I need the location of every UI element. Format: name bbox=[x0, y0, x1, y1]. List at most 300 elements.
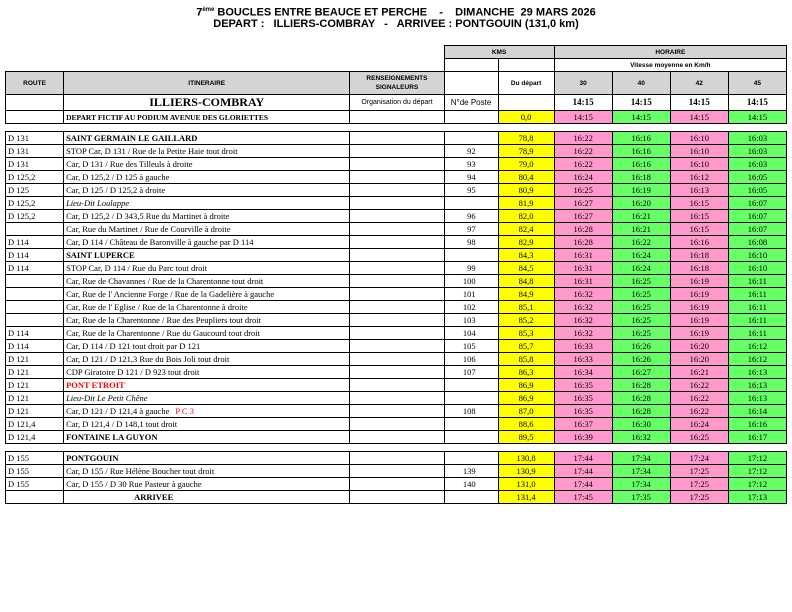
time-40-cell: 16:16 bbox=[612, 132, 670, 145]
itinerary-cell bbox=[64, 249, 350, 262]
renseignements-cell bbox=[350, 249, 444, 262]
kms-header: KMS bbox=[444, 46, 554, 59]
time-45-cell: 16:08 bbox=[728, 236, 786, 249]
poste-cell: 102 bbox=[444, 301, 498, 314]
route-cell: D 121 bbox=[6, 353, 64, 366]
km-cell: 86,9 bbox=[498, 392, 554, 405]
time-40-cell: 16:16 bbox=[612, 145, 670, 158]
time-30-cell: 16:35 bbox=[554, 405, 612, 418]
table-row bbox=[6, 366, 787, 379]
time-40-cell: 16:25 bbox=[612, 327, 670, 340]
itinerary-cell bbox=[64, 366, 350, 379]
time-45-cell: 16:10 bbox=[728, 249, 786, 262]
route-cell: D 121,4 bbox=[6, 418, 64, 431]
itinerary-cell bbox=[64, 379, 350, 392]
route-cell: D 125 bbox=[6, 184, 64, 197]
time-45-cell: 16:11 bbox=[728, 288, 786, 301]
itinerary-cell bbox=[64, 158, 350, 171]
poste-cell bbox=[444, 452, 498, 465]
time-42-cell: 16:20 bbox=[670, 340, 728, 353]
route-cell: D 121,4 bbox=[6, 431, 64, 444]
time-30-cell: 17:44 bbox=[554, 478, 612, 491]
renseignements-cell bbox=[350, 418, 444, 431]
route-cell: D 131 bbox=[6, 145, 64, 158]
time-30-cell: 16:32 bbox=[554, 327, 612, 340]
itinerary-text: STOP Car, D 114 / Rue du Parc tout droit bbox=[66, 262, 208, 273]
itinerary-text: Car, Rue de la Charentonne / Rue du Gaucourd tout droit bbox=[66, 327, 260, 338]
km-cell: 78,8 bbox=[498, 132, 554, 145]
arrivee-time-45: 17:13 bbox=[728, 491, 786, 504]
itinerary-text: Lieu-Dit Loulappe bbox=[66, 197, 130, 208]
table-row bbox=[6, 210, 787, 223]
time-42-cell: 17:25 bbox=[670, 478, 728, 491]
itinerary-text: STOP Car, D 131 / Rue de la Petite Haie tout droit bbox=[66, 145, 238, 156]
arrivee-time-42: 17:25 bbox=[670, 491, 728, 504]
time-30-cell: 16:32 bbox=[554, 288, 612, 301]
time-30-cell: 16:31 bbox=[554, 262, 612, 275]
time-30-cell: 16:32 bbox=[554, 314, 612, 327]
time-30-cell: 16:35 bbox=[554, 379, 612, 392]
time-42-cell: 16:15 bbox=[670, 210, 728, 223]
km-cell: 85,7 bbox=[498, 340, 554, 353]
route-cell bbox=[6, 288, 64, 301]
time-40-cell: 16:30 bbox=[612, 418, 670, 431]
route-cell bbox=[6, 314, 64, 327]
route-cell: D 155 bbox=[6, 478, 64, 491]
poste-cell bbox=[444, 379, 498, 392]
time-42-cell: 16:19 bbox=[670, 275, 728, 288]
itinerary-text: Car, D 121,4 / D 148,1 tout droit bbox=[66, 418, 178, 429]
time-42-cell: 16:12 bbox=[670, 171, 728, 184]
time-30-cell: 16:24 bbox=[554, 171, 612, 184]
renseignements-cell bbox=[350, 327, 444, 340]
itinerary-text: CDP Giratoire D 121 / D 923 tout droit bbox=[66, 366, 200, 377]
renseignements-cell bbox=[350, 184, 444, 197]
km-cell: 84,5 bbox=[498, 262, 554, 275]
time-45-cell: 16:05 bbox=[728, 184, 786, 197]
time-42-cell: 16:24 bbox=[670, 418, 728, 431]
page-subtitle: DEPART : ILLIERS-COMBRAY - ARRIVEE : PONTGOUIN (131,0 km) bbox=[213, 18, 579, 30]
route-cell: D 125,2 bbox=[6, 171, 64, 184]
itinerary-cell bbox=[64, 418, 350, 431]
itinerary-text: Car, D 121 / D 121,4 à gauche bbox=[66, 405, 170, 416]
itinerary-text: Car, Rue de l' Eglise / Rue de la Charentonne à droite bbox=[66, 301, 248, 312]
renseignements-cell bbox=[350, 288, 444, 301]
time-42-cell: 16:19 bbox=[670, 301, 728, 314]
table-row bbox=[6, 171, 787, 184]
fictif-time-45: 14:15 bbox=[728, 111, 786, 124]
km-cell: 80,9 bbox=[498, 184, 554, 197]
renseignements-header: RENSEIGNEMENTS SIGNALEURS bbox=[350, 72, 444, 95]
poste-cell bbox=[444, 197, 498, 210]
itinerary-text: Car, D 121 / D 121,3 Rue du Bois Joli tout droit bbox=[66, 353, 230, 364]
time-30-cell: 16:25 bbox=[554, 184, 612, 197]
table-row bbox=[6, 478, 787, 491]
renseignements-cell bbox=[350, 465, 444, 478]
renseignements-cell bbox=[350, 314, 444, 327]
time-42-cell: 16:13 bbox=[670, 184, 728, 197]
itinerary-text: Car, Rue de l' Ancienne Forge / Rue de la Gadelière à gauche bbox=[66, 288, 275, 299]
renseignements-cell bbox=[350, 301, 444, 314]
header-row-2 bbox=[6, 59, 787, 72]
route-cell: D 131 bbox=[6, 158, 64, 171]
itinerary-text: Car, Rue de Chavannes / Rue de la Charentonne tout droit bbox=[66, 275, 264, 286]
arrivee-label: ARRIVEE bbox=[64, 491, 350, 504]
itinerary-cell bbox=[64, 262, 350, 275]
poste-cell: 96 bbox=[444, 210, 498, 223]
time-40-cell: 16:21 bbox=[612, 223, 670, 236]
km-cell: 88,6 bbox=[498, 418, 554, 431]
table-row bbox=[6, 379, 787, 392]
itinerary-cell bbox=[64, 327, 350, 340]
time-40-cell: 16:20 bbox=[612, 197, 670, 210]
time-42-cell: 16:18 bbox=[670, 249, 728, 262]
itinerary-cell bbox=[64, 465, 350, 478]
time-30-cell: 16:22 bbox=[554, 158, 612, 171]
km-cell: 80,4 bbox=[498, 171, 554, 184]
time-42-cell: 16:15 bbox=[670, 197, 728, 210]
start-town-row bbox=[6, 95, 787, 111]
km-cell: 130,8 bbox=[498, 452, 554, 465]
itinerary-cell bbox=[64, 353, 350, 366]
fictif-time-40: 14:15 bbox=[612, 111, 670, 124]
arrivee-time-30: 17:45 bbox=[554, 491, 612, 504]
time-40-cell: 16:22 bbox=[612, 236, 670, 249]
route-cell: D 114 bbox=[6, 340, 64, 353]
time-45-cell: 16:05 bbox=[728, 171, 786, 184]
itinerary-text: SAINT GERMAIN LE GAILLARD bbox=[66, 132, 198, 143]
table-row bbox=[6, 340, 787, 353]
renseignements-cell bbox=[350, 210, 444, 223]
time-40-cell: 17:34 bbox=[612, 452, 670, 465]
time-42-cell: 16:21 bbox=[670, 366, 728, 379]
time-45-cell: 16:12 bbox=[728, 353, 786, 366]
time-40-cell: 16:18 bbox=[612, 171, 670, 184]
time-30-cell: 17:44 bbox=[554, 465, 612, 478]
renseignements-cell bbox=[350, 379, 444, 392]
time-30-cell: 16:27 bbox=[554, 210, 612, 223]
time-40-cell: 16:24 bbox=[612, 262, 670, 275]
arrivee-time-40: 17:35 bbox=[612, 491, 670, 504]
renseignements-cell bbox=[350, 366, 444, 379]
km-cell: 84,3 bbox=[498, 249, 554, 262]
route-cell: D 121 bbox=[6, 392, 64, 405]
renseignements-cell bbox=[350, 223, 444, 236]
itinerary-cell bbox=[64, 405, 350, 418]
itinerary-cell bbox=[64, 288, 350, 301]
poste-cell: 140 bbox=[444, 478, 498, 491]
table-row bbox=[6, 452, 787, 465]
table-row bbox=[6, 197, 787, 210]
time-40-cell: 16:25 bbox=[612, 314, 670, 327]
table-row bbox=[6, 145, 787, 158]
renseignements-cell bbox=[350, 452, 444, 465]
time-45-cell: 16:10 bbox=[728, 262, 786, 275]
itinerary-text: Car, D 155 / Rue Hélène Boucher tout droit bbox=[66, 465, 215, 476]
km-cell: 85,8 bbox=[498, 353, 554, 366]
table-row bbox=[6, 431, 787, 444]
arrivee-row bbox=[6, 491, 787, 504]
km-cell: 86,3 bbox=[498, 366, 554, 379]
poste-cell bbox=[444, 249, 498, 262]
time-30-cell: 16:32 bbox=[554, 301, 612, 314]
itinerary-cell bbox=[64, 452, 350, 465]
table-row bbox=[6, 405, 787, 418]
table-row bbox=[6, 158, 787, 171]
table-row bbox=[6, 184, 787, 197]
km-cell: 84,8 bbox=[498, 275, 554, 288]
km-cell: 82,9 bbox=[498, 236, 554, 249]
km-cell: 85,2 bbox=[498, 314, 554, 327]
poste-cell: 98 bbox=[444, 236, 498, 249]
table-row bbox=[6, 314, 787, 327]
time-42-cell: 16:10 bbox=[670, 132, 728, 145]
poste-cell: 105 bbox=[444, 340, 498, 353]
time-45-cell: 16:13 bbox=[728, 379, 786, 392]
renseignements-cell bbox=[350, 236, 444, 249]
route-header: ROUTE bbox=[6, 72, 64, 95]
km-cell: 81,9 bbox=[498, 197, 554, 210]
itinerary-text: Car, Rue de la Charentonne / Rue des Peupliers tout droit bbox=[66, 314, 261, 325]
itinerary-cell bbox=[64, 340, 350, 353]
route-cell: D 155 bbox=[6, 465, 64, 478]
itinerary-cell bbox=[64, 478, 350, 491]
renseignements-cell bbox=[350, 145, 444, 158]
poste-cell: 99 bbox=[444, 262, 498, 275]
itinerary-cell bbox=[64, 301, 350, 314]
itinerary-cell bbox=[64, 197, 350, 210]
time-42-cell: 16:10 bbox=[670, 158, 728, 171]
km-cell: 87,0 bbox=[498, 405, 554, 418]
table-row bbox=[6, 262, 787, 275]
km-cell: 130,9 bbox=[498, 465, 554, 478]
itinerary-text: SAINT LUPERCE bbox=[66, 249, 135, 260]
km-cell: 86,9 bbox=[498, 379, 554, 392]
itinerary-cell bbox=[64, 223, 350, 236]
time-40-cell: 16:28 bbox=[612, 392, 670, 405]
km-cell: 85,1 bbox=[498, 301, 554, 314]
time-45-cell: 16:11 bbox=[728, 275, 786, 288]
time-42-cell: 16:18 bbox=[670, 262, 728, 275]
table-row bbox=[6, 236, 787, 249]
time-40-cell: 16:27 bbox=[612, 366, 670, 379]
table-row bbox=[6, 301, 787, 314]
table-row bbox=[6, 249, 787, 262]
time-30-cell: 16:27 bbox=[554, 197, 612, 210]
itinerary-text: Car, D 114 / D 121 tout droit par D 121 bbox=[66, 340, 201, 351]
time-45-cell: 16:11 bbox=[728, 314, 786, 327]
time-40-cell: 16:19 bbox=[612, 184, 670, 197]
time-40-cell: 16:28 bbox=[612, 379, 670, 392]
km-cell: 131,0 bbox=[498, 478, 554, 491]
renseignements-cell bbox=[350, 478, 444, 491]
du-depart-header: Du départ bbox=[498, 72, 554, 95]
n-poste-label: N°de Poste bbox=[444, 95, 498, 111]
route-cell bbox=[6, 275, 64, 288]
renseignements-cell bbox=[350, 340, 444, 353]
itinerary-text: Car, D 125 / D 125,2 à droite bbox=[66, 184, 166, 195]
poste-cell: 104 bbox=[444, 327, 498, 340]
route-cell: D 125,2 bbox=[6, 197, 64, 210]
route-cell: D 121 bbox=[6, 405, 64, 418]
time-45-cell: 16:13 bbox=[728, 366, 786, 379]
poste-cell: 101 bbox=[444, 288, 498, 301]
itinerary-text: Lieu-Dit Le Petit Chêne bbox=[66, 392, 148, 403]
itinerary-cell bbox=[64, 275, 350, 288]
time-40-cell: 16:24 bbox=[612, 249, 670, 262]
table-row bbox=[6, 288, 787, 301]
time-42-cell: 16:22 bbox=[670, 405, 728, 418]
itineraire-header: ITINERAIRE bbox=[64, 72, 350, 95]
poste-cell: 94 bbox=[444, 171, 498, 184]
table-row bbox=[6, 223, 787, 236]
time-30-cell: 16:39 bbox=[554, 431, 612, 444]
time-42-cell: 16:22 bbox=[670, 379, 728, 392]
itinerary-text: Car, D 155 / D 30 Rue Pasteur à gauche bbox=[66, 478, 202, 489]
itinerary-text: Car, Rue du Martinet / Rue de Courville à droite bbox=[66, 223, 231, 234]
table-row bbox=[6, 392, 787, 405]
itinerary-cell bbox=[64, 431, 350, 444]
start-time-40: 14:15 bbox=[612, 95, 670, 111]
km-cell: 84,9 bbox=[498, 288, 554, 301]
time-45-cell: 16:03 bbox=[728, 132, 786, 145]
renseignements-cell bbox=[350, 353, 444, 366]
route-cell: D 121 bbox=[6, 379, 64, 392]
time-40-cell: 16:28 bbox=[612, 405, 670, 418]
itinerary-cell bbox=[64, 392, 350, 405]
section-gap bbox=[6, 444, 787, 452]
route-cell: D 114 bbox=[6, 249, 64, 262]
horaire-header: HORAIRE bbox=[554, 46, 786, 59]
time-40-cell: 16:25 bbox=[612, 288, 670, 301]
itinerary-text: Car, D 131 / Rue des Tilleuls à droite bbox=[66, 158, 193, 169]
renseignements-cell bbox=[350, 158, 444, 171]
time-42-cell: 16:10 bbox=[670, 145, 728, 158]
renseignements-cell bbox=[350, 405, 444, 418]
fictif-time-42: 14:15 bbox=[670, 111, 728, 124]
table-row bbox=[6, 418, 787, 431]
time-45-cell: 16:12 bbox=[728, 340, 786, 353]
route-cell bbox=[6, 223, 64, 236]
table-row bbox=[6, 465, 787, 478]
table-row bbox=[6, 327, 787, 340]
renseignements-cell bbox=[350, 392, 444, 405]
fictif-km: 0,0 bbox=[498, 111, 554, 124]
time-45-cell: 16:16 bbox=[728, 418, 786, 431]
title-text: BOUCLES ENTRE BEAUCE ET PERCHE - DIMANCHE 29 MARS 2026 bbox=[214, 6, 596, 19]
km-cell: 79,0 bbox=[498, 158, 554, 171]
itinerary-cell bbox=[64, 236, 350, 249]
time-45-cell: 16:03 bbox=[728, 158, 786, 171]
time-40-cell: 16:16 bbox=[612, 158, 670, 171]
speed-42-header: 42 bbox=[670, 72, 728, 95]
time-40-cell: 16:21 bbox=[612, 210, 670, 223]
vitesse-header: Vitesse moyenne en Km/h bbox=[554, 59, 786, 72]
time-30-cell: 16:31 bbox=[554, 275, 612, 288]
route-cell: D 121 bbox=[6, 366, 64, 379]
table-row bbox=[6, 353, 787, 366]
time-45-cell: 17:12 bbox=[728, 465, 786, 478]
poste-cell: 93 bbox=[444, 158, 498, 171]
itinerary-text: PONT ETROIT bbox=[66, 379, 125, 390]
header-row-1 bbox=[6, 46, 787, 59]
fictif-time-30: 14:15 bbox=[554, 111, 612, 124]
time-30-cell: 16:31 bbox=[554, 249, 612, 262]
time-45-cell: 16:07 bbox=[728, 210, 786, 223]
time-30-cell: 17:44 bbox=[554, 452, 612, 465]
time-45-cell: 16:13 bbox=[728, 392, 786, 405]
time-45-cell: 16:17 bbox=[728, 431, 786, 444]
renseignements-cell bbox=[350, 262, 444, 275]
edition-suffix: ème bbox=[202, 7, 215, 13]
renseignements-cell bbox=[350, 431, 444, 444]
poste-cell: 92 bbox=[444, 145, 498, 158]
time-42-cell: 16:25 bbox=[670, 431, 728, 444]
poste-cell bbox=[444, 431, 498, 444]
route-cell: D 114 bbox=[6, 236, 64, 249]
time-30-cell: 16:22 bbox=[554, 132, 612, 145]
itinerary-cell bbox=[64, 210, 350, 223]
poste-cell: 106 bbox=[444, 353, 498, 366]
route-cell: D 155 bbox=[6, 452, 64, 465]
km-cell: 82,0 bbox=[498, 210, 554, 223]
itinerary-cell bbox=[64, 132, 350, 145]
start-time-30: 14:15 bbox=[554, 95, 612, 111]
itinerary-text: Car, D 125,2 / D 125 à gauche bbox=[66, 171, 170, 182]
time-42-cell: 16:19 bbox=[670, 327, 728, 340]
time-42-cell: 16:19 bbox=[670, 314, 728, 327]
start-time-42: 14:15 bbox=[670, 95, 728, 111]
edition-number: 7 bbox=[196, 6, 203, 19]
time-30-cell: 16:37 bbox=[554, 418, 612, 431]
time-42-cell: 16:16 bbox=[670, 236, 728, 249]
route-cell bbox=[6, 491, 64, 504]
time-30-cell: 16:22 bbox=[554, 145, 612, 158]
speed-30-header: 30 bbox=[554, 72, 612, 95]
poste-cell: 95 bbox=[444, 184, 498, 197]
poste-cell bbox=[444, 418, 498, 431]
route-schedule-table bbox=[5, 45, 787, 504]
table-row bbox=[6, 275, 787, 288]
route-cell: D 114 bbox=[6, 327, 64, 340]
time-40-cell: 16:32 bbox=[612, 431, 670, 444]
organisation-label: Organisation du départ bbox=[350, 95, 444, 111]
time-30-cell: 16:34 bbox=[554, 366, 612, 379]
time-40-cell: 17:34 bbox=[612, 465, 670, 478]
poste-cell: 103 bbox=[444, 314, 498, 327]
time-30-cell: 16:33 bbox=[554, 340, 612, 353]
km-cell: 82,4 bbox=[498, 223, 554, 236]
time-45-cell: 17:12 bbox=[728, 478, 786, 491]
time-42-cell: 16:20 bbox=[670, 353, 728, 366]
time-45-cell: 16:07 bbox=[728, 223, 786, 236]
page-title bbox=[0, 4, 792, 19]
itinerary-cell bbox=[64, 184, 350, 197]
time-42-cell: 16:22 bbox=[670, 392, 728, 405]
fictif-label: DEPART FICTIF AU PODIUM AVENUE DES GLORIETTES bbox=[64, 111, 350, 124]
time-45-cell: 16:07 bbox=[728, 197, 786, 210]
time-42-cell: 17:24 bbox=[670, 452, 728, 465]
fictif-row bbox=[6, 111, 787, 124]
time-30-cell: 16:28 bbox=[554, 236, 612, 249]
time-30-cell: 16:33 bbox=[554, 353, 612, 366]
route-cell: D 114 bbox=[6, 262, 64, 275]
itinerary-text: FONTAINE LA GUYON bbox=[66, 431, 158, 442]
start-town: ILLIERS-COMBRAY bbox=[64, 95, 350, 111]
time-45-cell: 17:12 bbox=[728, 452, 786, 465]
renseignements-cell bbox=[350, 275, 444, 288]
poste-cell: 107 bbox=[444, 366, 498, 379]
